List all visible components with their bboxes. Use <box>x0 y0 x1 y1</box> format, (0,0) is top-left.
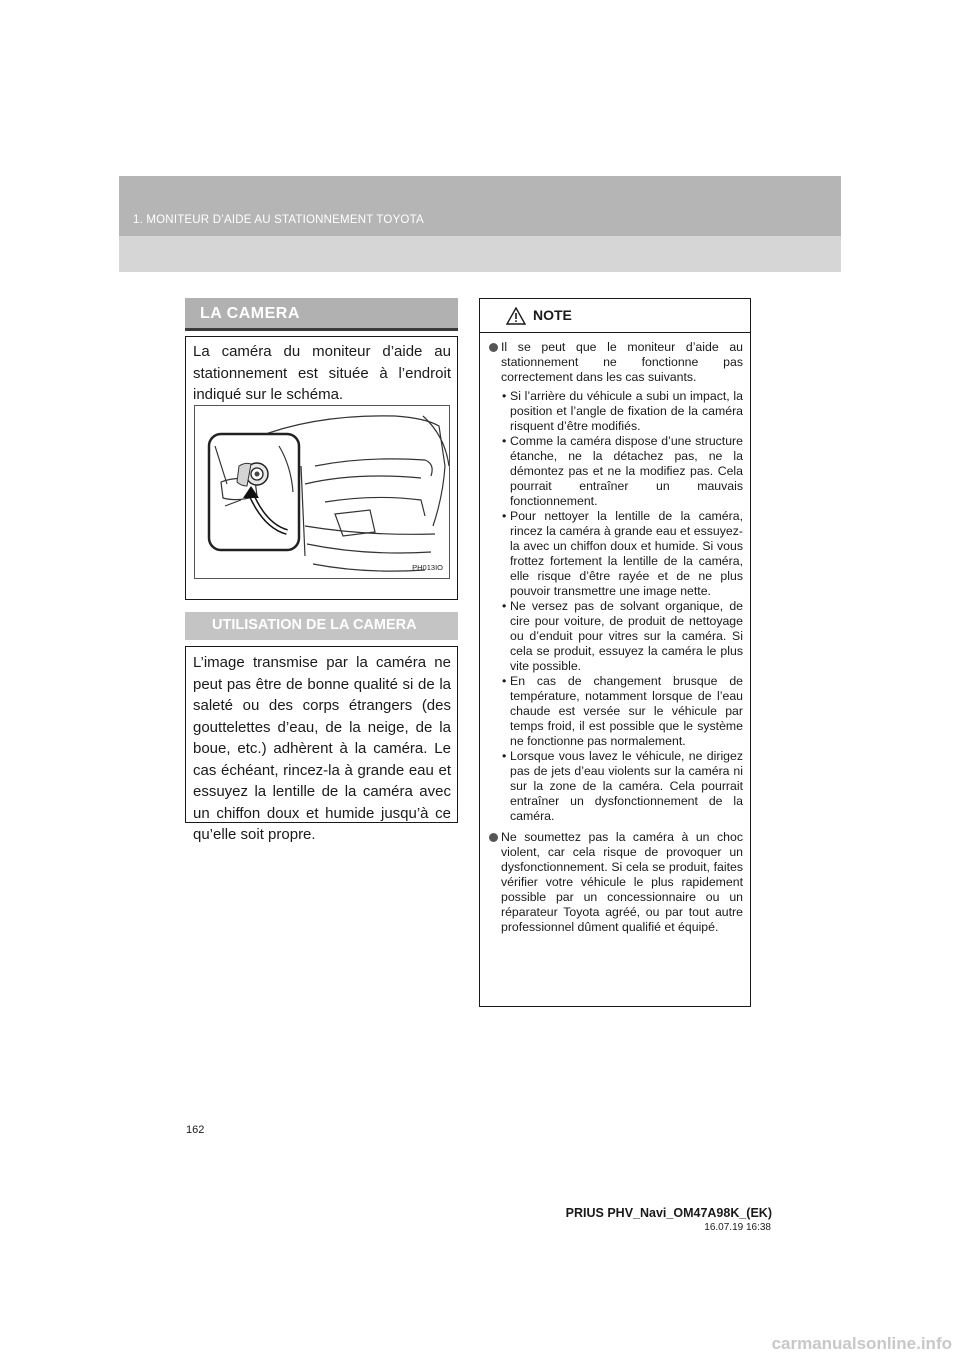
page-header <box>119 176 841 272</box>
note-sub-text: Ne versez pas de solvant organique, de cire pour voiture, de produit de nettoyage ou d’enduit pour vitres sur la caméra. Si cela se produit, essuyez la caméra le plus vite possible. <box>510 599 743 673</box>
note-sub-text: Comme la caméra dispose d’une structure étanche, ne la détachez pas, ne la démontez pas et ne la modifiez pas. Cela pourrait entraîner un mauvais fonctionnement. <box>510 434 743 508</box>
note-sub-item: • Pour nettoyer la lentille de la caméra, rincez la caméra à grande eau et essuyez-la avec un chiffon doux et humide. Si vous frottez fortement la lentille de la caméra, elle risque d’être rayée et de ne plus pouvoir transmettre une image nette. <box>502 509 743 598</box>
document-date: 16.07.19 16:38 <box>704 1222 771 1233</box>
rear-car-illustration <box>195 406 449 578</box>
document-id: PRIUS PHV_Navi_OM47A98K_(EK) <box>565 1206 772 1220</box>
page-header-band <box>119 176 841 236</box>
note-sub-item: • Si l’arrière du véhicule a subi un impact, la position et l’angle de fixation de la caméra risquent d’être modifiés. <box>502 389 743 433</box>
note-sub-text: Lorsque vous lavez le véhicule, ne dirigez pas de jets d’eau violents sur la caméra ni sur la zone de la caméra. Cela pourrait entraîner un dysfonctionnement de la caméra. <box>510 749 743 823</box>
note-body <box>490 340 743 939</box>
site-watermark: carmanualsonline.info <box>771 1334 952 1353</box>
bullet-icon <box>489 343 498 352</box>
note-sub-text: En cas de changement brusque de température, notamment lorsque de l’eau chaude est versée sur le véhicule par temps froid, il est possible que le système ne fonctionne pas normalement. <box>510 674 743 748</box>
camera-usage-text: L’image transmise par la caméra ne peut pas être de bonne qualité si de la saleté ou des corps étrangers (des gouttelettes d’eau, de la neige, de la boue, etc.) adhèrent à la caméra. Le cas échéant, rincez-la à grande eau et essuyez la lentille de la caméra avec un chiffon doux et humide jusqu’à ce qu’elle soit propre. <box>193 654 451 843</box>
note-sub-item: • Lorsque vous lavez le véhicule, ne dirigez pas de jets d’eau violents sur la caméra ni sur la zone de la caméra. Cela pourrait entraîner un dysfonctionnement de la caméra. <box>502 749 743 823</box>
camera-description-box <box>185 336 458 600</box>
note-bullet-text: Ne soumettez pas la caméra à un choc violent, car cela risque de provoquer un dysfonctionnement. Si cela se produit, faites vérifier votre véhicule le plus rapidement possible par un concessionnaire ou un réparateur Toyota agréé, ou par tout autre professionnel dûment qualifié et équipé. <box>501 830 743 934</box>
section-heading-label: UTILISATION DE LA CAMERA <box>212 617 417 633</box>
camera-usage-box <box>185 646 458 843</box>
note-sub-item: • Comme la caméra dispose d’une structure étanche, ne la détachez pas, ne la démontez pas et ne la modifiez pas. Cela pourrait entraîner un mauvais fonctionnement. <box>502 434 743 508</box>
figure-code: PH013IO <box>412 563 443 572</box>
note-bullet <box>490 340 743 385</box>
section-heading-camera <box>185 298 458 331</box>
bullet-icon <box>489 833 498 842</box>
note-header <box>480 299 750 333</box>
warning-triangle-icon <box>506 307 526 325</box>
note-sub-item: • En cas de changement brusque de température, notamment lorsque de l’eau chaude est versée sur le véhicule par temps froid, il est possible que le système ne fonctionne pas normalement. <box>502 674 743 748</box>
note-sub-text: Si l’arrière du véhicule a subi un impact, la position et l’angle de fixation de la caméra risquent d’être modifiés. <box>510 389 743 433</box>
page-number: 162 <box>186 1124 205 1136</box>
note-bullet <box>490 830 743 935</box>
note-sub-list <box>490 389 743 824</box>
heading-underline <box>185 328 458 331</box>
note-bullet-text: Il se peut que le moniteur d’aide au stationnement ne fonctionne pas correctement dans les cas suivants. <box>501 340 743 384</box>
note-box <box>479 298 751 1007</box>
camera-description-text: La caméra du moniteur d’aide au stationnement est située à l’endroit indiqué sur le schéma. <box>193 343 451 403</box>
chapter-title: 1. MONITEUR D’AIDE AU STATIONNEMENT TOYOTA <box>133 214 424 226</box>
section-heading-label: LA CAMERA <box>200 305 300 322</box>
note-title: NOTE <box>533 307 572 323</box>
section-heading-usage <box>185 612 458 640</box>
note-sub-text: Pour nettoyer la lentille de la caméra, rincez la caméra à grande eau et essuyez-la avec un chiffon doux et humide. Si vous frottez fortement la lentille de la caméra, elle risque d’être rayée et de ne plus pouvoir transmettre une image nette. <box>510 509 743 598</box>
camera-location-figure <box>194 405 450 579</box>
note-sub-item: • Ne versez pas de solvant organique, de cire pour voiture, de produit de nettoyage ou d’enduit pour vitres sur la caméra. Si cela se produit, essuyez la caméra le plus vite possible. <box>502 599 743 673</box>
